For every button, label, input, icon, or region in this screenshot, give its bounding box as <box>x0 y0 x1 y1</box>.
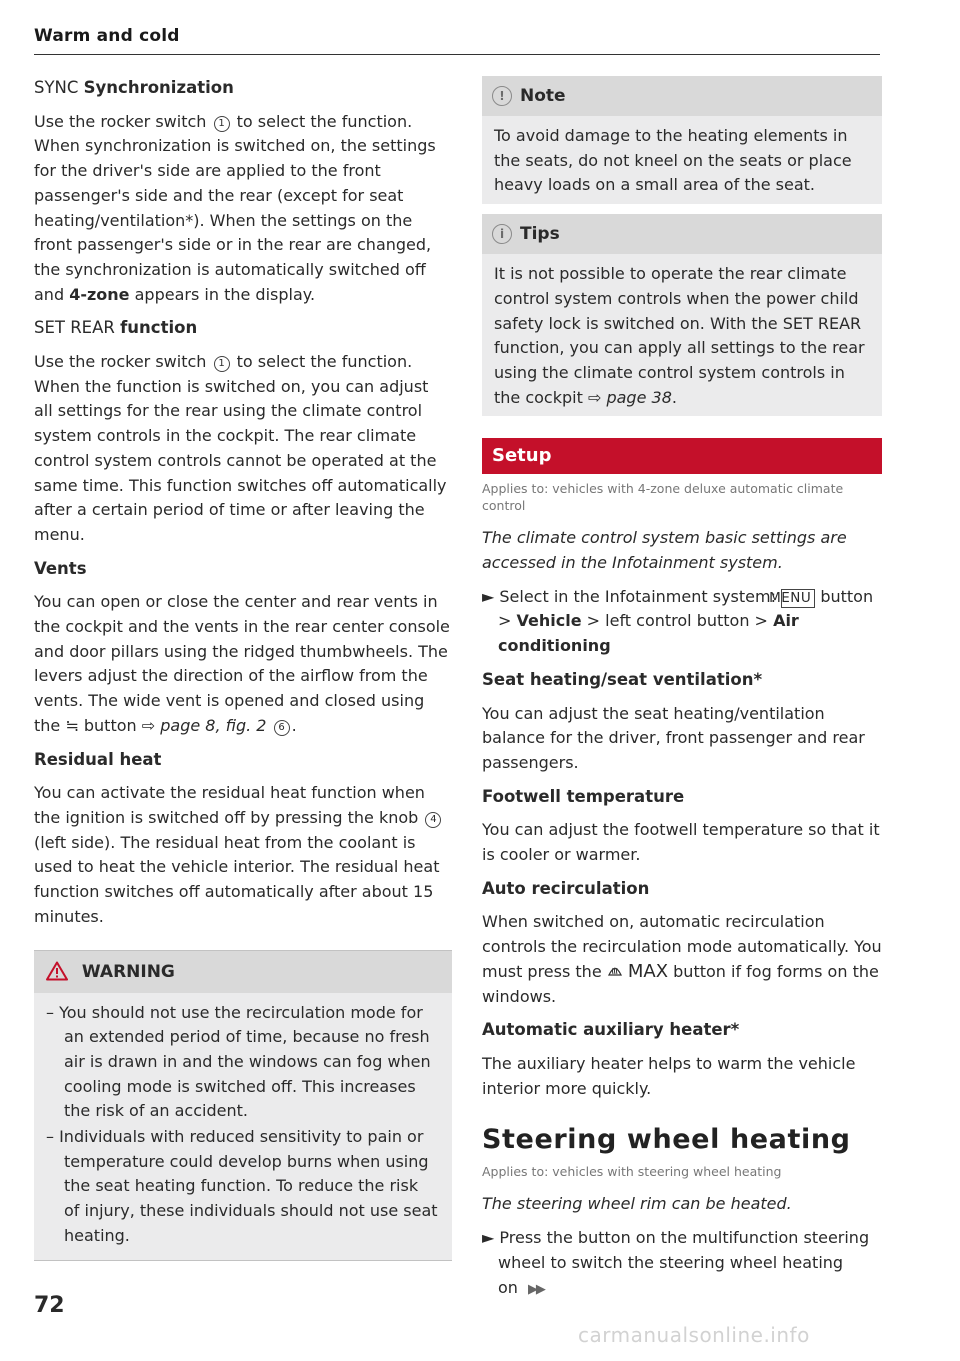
vents-heading: Vents <box>34 558 87 578</box>
note-box <box>482 76 882 204</box>
warning-item: – You should not use the recirculation mode for an extended period of time, because no fresh air is drawn in and the windows can fog when cooling mode is switched off. This increases the risk of an accident. <box>46 1002 431 1121</box>
tips-info-icon: i <box>492 224 512 244</box>
note-header <box>482 76 882 116</box>
circle-number: 1 <box>214 356 230 372</box>
page-reference[interactable]: ⇨ page 8, fig. 2 <box>141 715 267 735</box>
left-column <box>34 76 452 1261</box>
warning-list <box>34 993 452 1260</box>
set-rear-paragraph: Use the rocker switch 1 to select the function. When the function is switched on, you can adjust all settings for the rear using the climate control system controls in the cockpit. The rear climate control system controls cannot be operated at the same time. This function switches off automatically after a certain period of time or after leaving the menu. <box>34 352 447 544</box>
auto-recirculation-heading: Auto recirculation <box>482 878 650 898</box>
auxiliary-heater-text: The auxiliary heater helps to warm the vehicle interior more quickly. <box>482 1053 856 1098</box>
sync-paragraph: Use the rocker switch 1 to select the function. When synchronization is switched on, the settings for the driver's side are applied to the front passenger's side and the rear (except for seat heating/ventilation*). When the settings on the front passenger's side or in the rear are changed, the synchronization is automatically switched off and 4-zone appears in the display. <box>34 111 436 304</box>
note-title: Note <box>520 86 566 106</box>
page-number: 72 <box>34 1293 65 1318</box>
vent-button-icon: ≒ <box>65 715 79 735</box>
steering-applies-to: Applies to: vehicles with steering wheel heating <box>482 1164 782 1180</box>
auto-recirculation-text: When switched on, automatic recirculation controls the recirculation mode automatically. You must press the MAX button if fog forms on the windows. <box>482 912 882 1006</box>
warning-box <box>34 950 452 1261</box>
setup-intro: The climate control system basic settings are accessed in the Infotainment system. <box>482 528 847 573</box>
steering-step: ► Press the button on the multifunction steering wheel to switch the steering wheel heating on ▶▶ <box>482 1228 870 1297</box>
tips-box <box>482 214 882 416</box>
setup-heading-bar: Setup <box>482 438 882 474</box>
sync-heading: SYNC Synchronization <box>34 78 234 97</box>
footwell-heading: Footwell temperature <box>482 786 685 806</box>
right-column <box>482 76 882 1311</box>
footwell-text: You can adjust the footwell temperature so that it is cooler or warmer. <box>482 820 880 865</box>
seat-heating-text: You can adjust the seat heating/ventilation balance for the driver, front passenger and rear passengers. <box>482 703 865 772</box>
tips-title: Tips <box>520 224 560 245</box>
warning-title: WARNING <box>81 961 175 982</box>
menu-button-label: MENU <box>781 589 815 608</box>
circle-number: 4 <box>425 812 441 828</box>
note-exclamation-icon: ! <box>492 86 512 106</box>
residual-heat-heading: Residual heat <box>34 749 162 769</box>
set-rear-heading: SET REAR function <box>34 318 198 338</box>
seat-heating-heading: Seat heating/seat ventilation* <box>482 669 763 689</box>
warning-item: – Individuals with reduced sensitivity to pain or temperature could develop burns when using the seat heating function. To reduce the risk of injury, these individuals should not use seat heating. <box>46 1127 438 1245</box>
tips-header <box>482 214 882 254</box>
vents-paragraph: You can open or close the center and rear vents in the cockpit and the vents in the rear center console and door pillars using the ridged thumbwheels. The levers adjust the direction of the airflow from the vents. The wide vent is opened and closed using the ≒ button ⇨ page 8, fig. 2 6 . <box>34 592 450 735</box>
residual-heat-paragraph: You can activate the residual heat function when the ignition is switched off by pressing the knob 4 (left side). The residual heat from the coolant is used to heat the vehicle interior. The residual heat function switches off automatically after about 15 minutes. <box>34 783 440 926</box>
warning-triangle-icon <box>46 961 68 981</box>
page-header <box>34 24 880 55</box>
watermark: carmanualsonline.info <box>578 1323 810 1347</box>
setup-applies-to: Applies to: vehicles with 4-zone deluxe automatic climate control <box>482 481 844 514</box>
max-button-label: MAX <box>627 960 669 982</box>
steering-wheel-heading: Steering wheel heating <box>482 1124 851 1156</box>
circle-number: 1 <box>214 116 230 132</box>
tips-text: It is not possible to operate the rear climate control system controls when the power child safety lock is switched on. With the SET REAR function, you can apply all settings to the rear using the climate control system controls in the cockpit ⇨ page 38. <box>494 264 865 407</box>
note-text: To avoid damage to the heating elements in the seats, do not kneel on the seats or place heavy loads on a small area of the seat. <box>494 126 852 195</box>
continue-arrow-icon: ▶▶ <box>527 1281 544 1297</box>
warning-header <box>34 951 452 993</box>
section-title: Warm and cold <box>34 26 180 46</box>
setup-step: ► Select in the Infotainment system: MENU button > Vehicle > left control button > Air conditioning <box>482 586 874 656</box>
defrost-icon <box>607 964 623 978</box>
auxiliary-heater-heading: Automatic auxiliary heater* <box>482 1020 740 1040</box>
steering-intro: The steering wheel rim can be heated. <box>482 1194 792 1214</box>
page-reference[interactable]: ⇨ page 38 <box>587 387 672 407</box>
circle-number: 6 <box>274 720 290 736</box>
